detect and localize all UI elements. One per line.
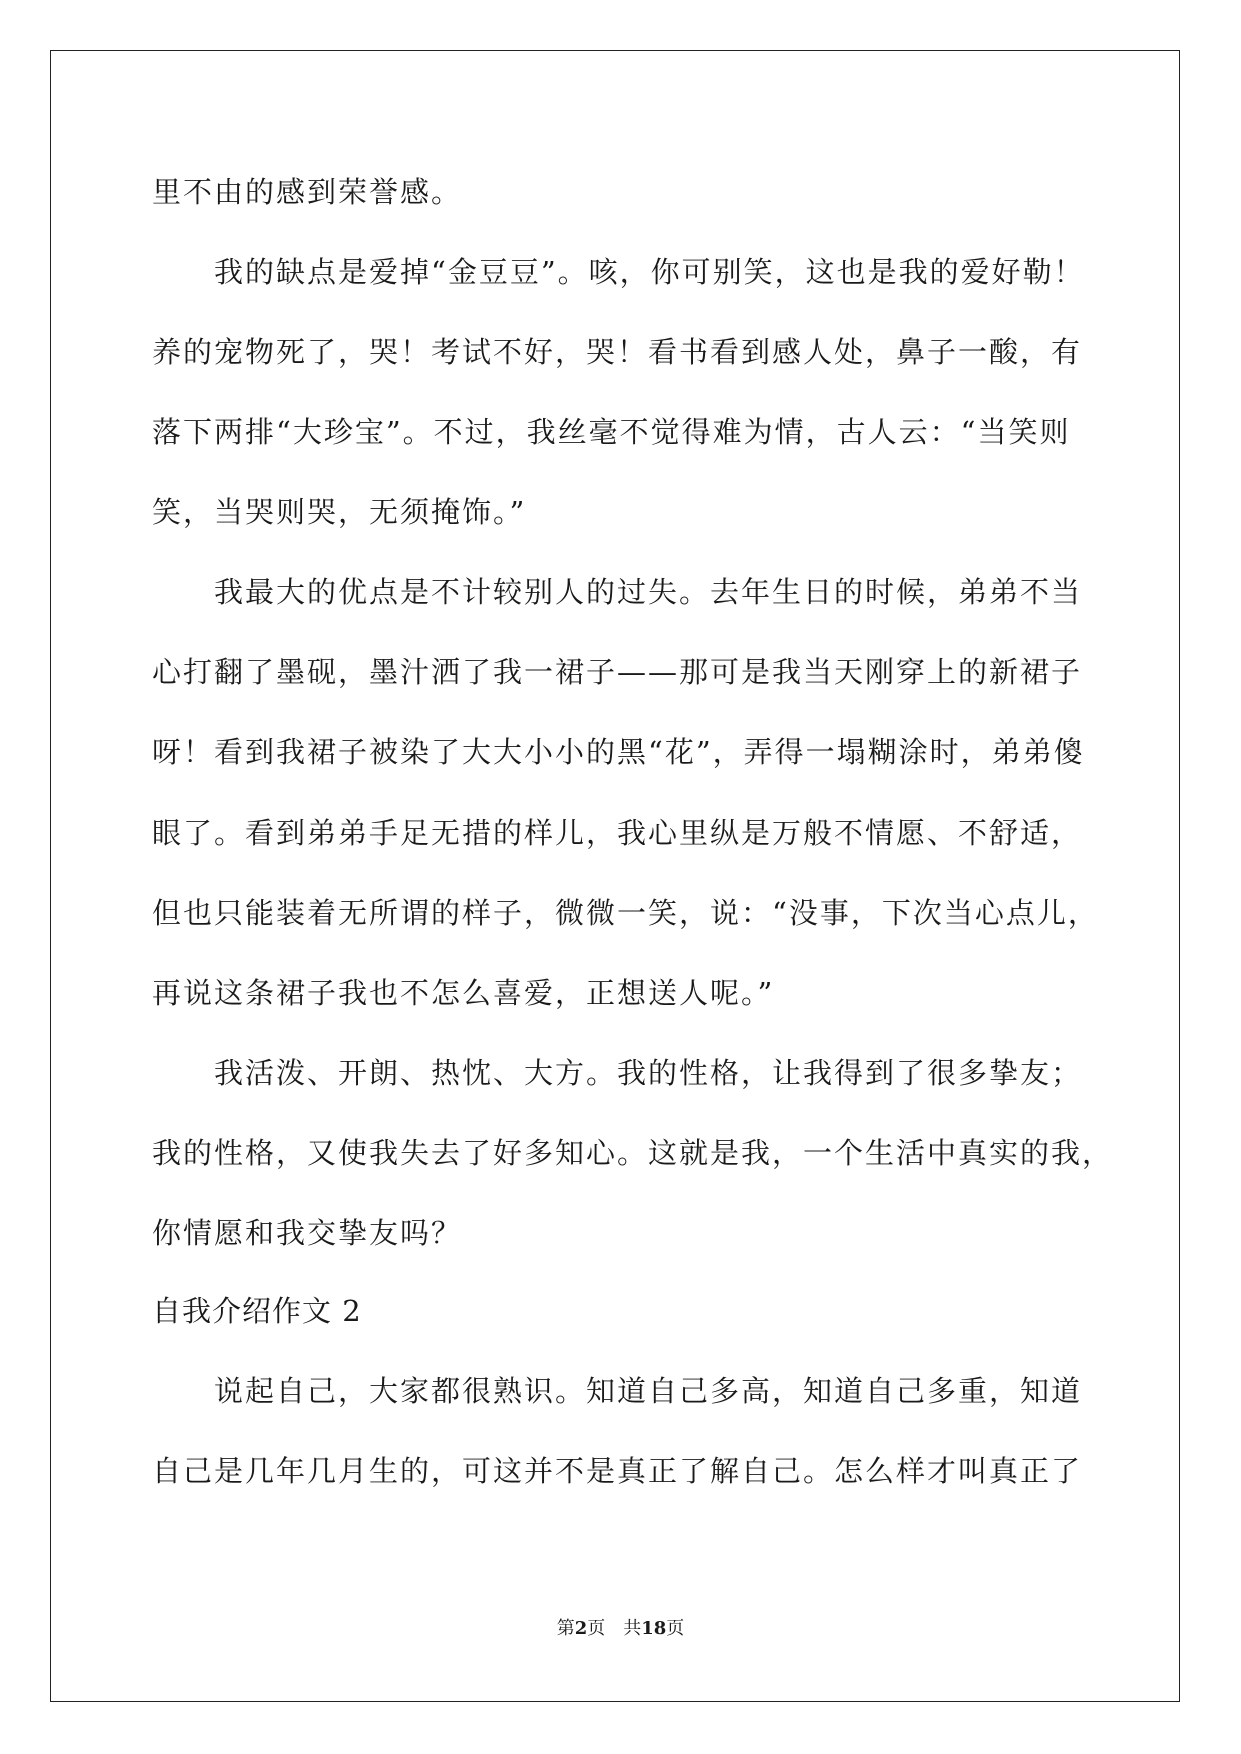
text-line: 落下两排“大珍宝”。不过，我丝毫不觉得难为情，古人云：“当笑则 <box>152 415 1071 449</box>
footer-total-pages: 18 <box>641 1618 667 1639</box>
text-line: 说起自己，大家都很熟识。知道自己多高，知道自己多重，知道 <box>214 1374 1083 1408</box>
text-line: 我的性格，又使我失去了好多知心。这就是我，一个生活中真实的我， <box>152 1136 1114 1170</box>
text-line: 呀！看到我裙子被染了大大小小的黑“花”，弄得一塌糊涂时，弟弟傻 <box>152 735 1085 769</box>
section-heading: 自我介绍作文 2 <box>152 1294 362 1328</box>
text-line: 心打翻了墨砚，墨汁洒了我一裙子——那可是我当天刚穿上的新裙子 <box>152 655 1083 689</box>
page-footer <box>0 1617 1241 1641</box>
text-line: 我的缺点是爱掉“金豆豆”。咳，你可别笑，这也是我的爱好勒！ <box>214 255 1085 289</box>
text-line: 自己是几年几月生的，可这并不是真正了解自己。怎么样才叫真正了 <box>152 1454 1083 1488</box>
footer-page-number: 2 <box>574 1618 588 1639</box>
footer-prefix: 第 <box>556 1618 575 1639</box>
text-line: 笑，当哭则哭，无须掩饰。” <box>152 495 527 529</box>
text-line: 养的宠物死了，哭！考试不好，哭！看书看到感人处，鼻子一酸，有 <box>152 335 1083 369</box>
text-line: 但也只能装着无所谓的样子，微微一笑，说：“没事，下次当心点儿， <box>152 896 1099 930</box>
text-line: 里不由的感到荣誉感。 <box>152 175 463 209</box>
text-line: 再说这条裙子我也不怎么喜爱，正想送人呢。” <box>152 976 775 1010</box>
footer-suffix: 页 <box>666 1618 685 1639</box>
text-line: 眼了。看到弟弟手足无措的样儿，我心里纵是万般不情愿、不舒适， <box>152 816 1083 850</box>
footer-mid: 页 共 <box>587 1618 642 1639</box>
text-line: 我活泼、开朗、热忱、大方。我的性格，让我得到了很多挚友； <box>214 1056 1083 1090</box>
text-line: 你情愿和我交挚友吗？ <box>152 1216 463 1250</box>
text-line: 我最大的优点是不计较别人的过失。去年生日的时候，弟弟不当 <box>214 575 1083 609</box>
